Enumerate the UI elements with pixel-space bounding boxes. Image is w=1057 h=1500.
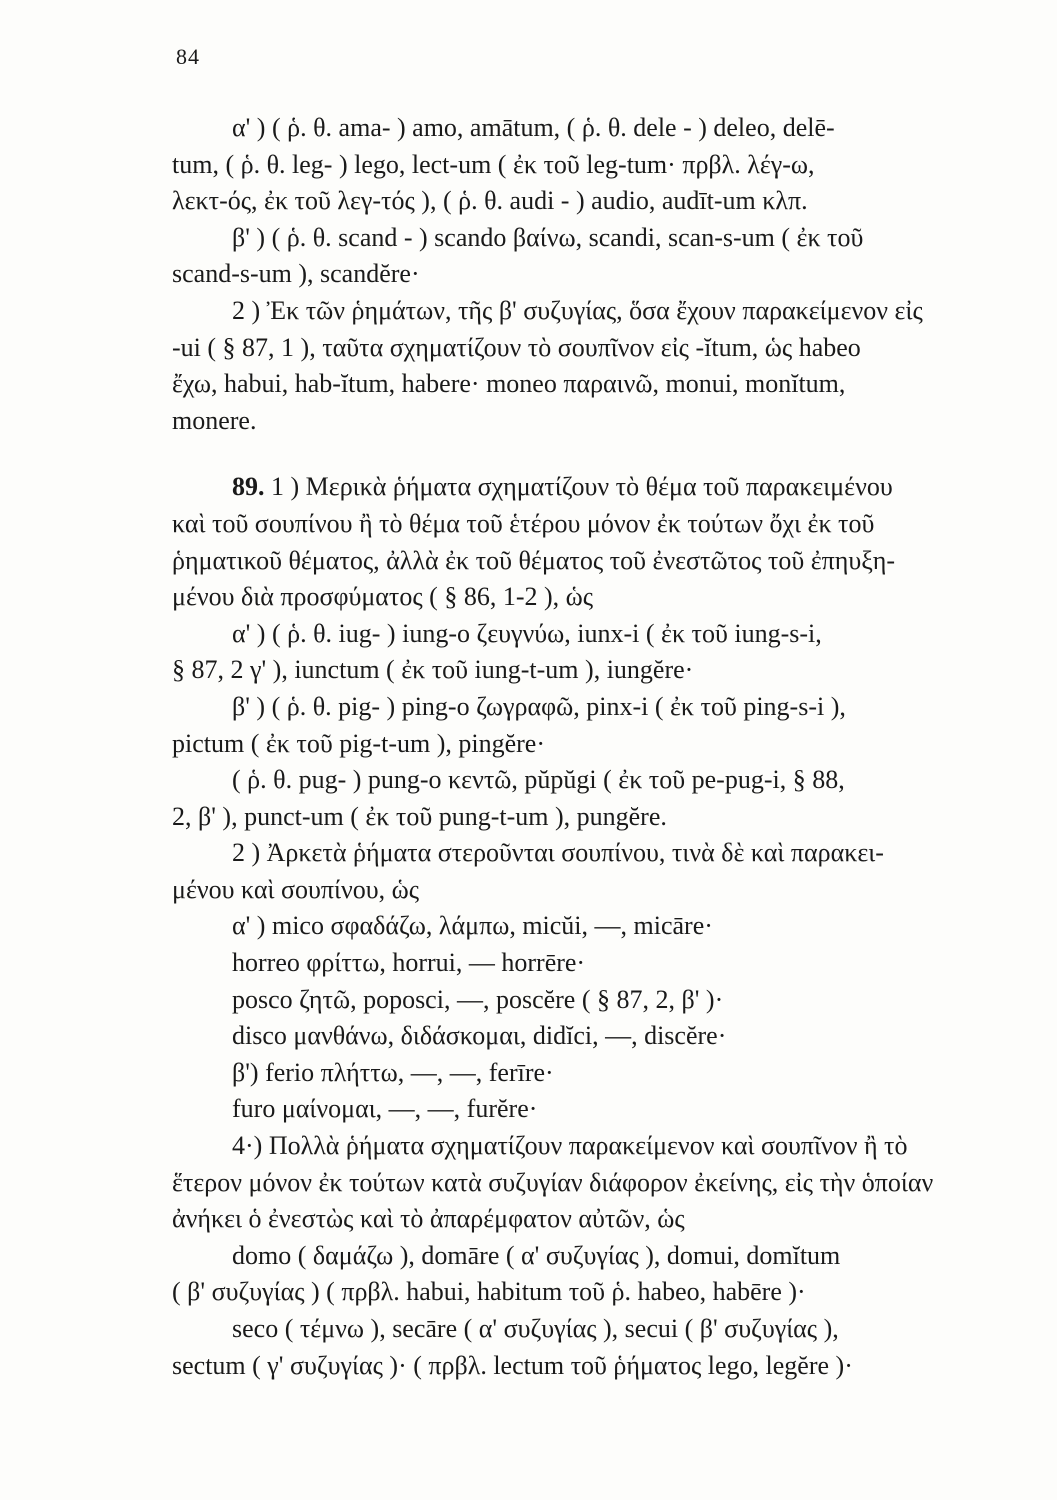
text-line: β' ) ( ῥ. θ. pig- ) ping-o ζωγραφῶ, pinx-i ( ἐκ τοῦ ping-s-i ),	[232, 691, 846, 721]
section-gap	[172, 439, 1024, 469]
line-text: 1 ) Μερικὰ ῥήματα σχηματίζουν τὸ θέμα τοῦ παρακειμένου	[271, 472, 893, 502]
text-line: horreo φρίττω, horrui, — horrēre·	[232, 948, 586, 978]
text-line: § 87, 2 γ' ), iunctum ( ἐκ τοῦ iung-t-um ), iungĕre·	[172, 655, 694, 685]
text-line: 2 ) Ἀρκετὰ ῥήματα στεροῦνται σουπίνου, τινὰ δὲ καὶ παρακει-	[232, 838, 884, 868]
text-line: posco ζητῶ, poposci, —, poscĕre ( § 87, 2, β' )·	[232, 984, 724, 1014]
text-line: μένου καὶ σουπίνου, ὡς	[172, 874, 420, 904]
text-line: -ui ( § 87, 1 ), ταῦτα σχηματίζουν τὸ σουπῖνον εἰς -ĭtum, ὡς habeo	[172, 332, 861, 362]
text-line: 2, β' ), punct-um ( ἐκ τοῦ pung-t-um ), pungĕre.	[172, 801, 667, 831]
page-number: 84	[176, 44, 200, 69]
text-line: α' ) ( ῥ. θ. iug- ) iung-o ζευγνύω, iunx-i ( ἐκ τοῦ iung-s-i,	[232, 618, 822, 648]
text-line: β' ) ( ῥ. θ. scand - ) scando βαίνω, scandi, scan-s-um ( ἐκ τοῦ	[232, 222, 864, 252]
text-line: ἀνήκει ὁ ἐνεστὼς καὶ τὸ ἀπαρέμφατον αὐτῶν, ὡς	[172, 1204, 685, 1234]
text-line: furo μαίνομαι, —, —, furĕre·	[232, 1094, 538, 1124]
text-line: domo ( δαμάζω ), domāre ( α' συζυγίας ), domui, domĭtum	[232, 1240, 841, 1270]
text-line: α' ) ( ῥ. θ. ama- ) amo, amātum, ( ῥ. θ. dele - ) deleo, delē-	[232, 113, 835, 142]
text-line: disco μανθάνω, διδάσκομαι, didĭci, —, discĕre·	[232, 1021, 727, 1051]
section-number: 89.	[232, 472, 265, 502]
text-body	[172, 110, 1024, 1384]
paragraph	[172, 110, 1024, 293]
section-89	[172, 469, 1024, 1384]
text-line: λεκτ-ός, ἐκ τοῦ λεγ-τός ), ( ῥ. θ. audi - ) audio, audīt-um κλπ.	[172, 186, 808, 216]
text-line: μένου διὰ προσφύματος ( § 86, 1-2 ), ὡς	[172, 582, 594, 612]
text-line: καὶ τοῦ σουπίνου ἢ τὸ θέμα τοῦ ἑτέρου μόνον ἐκ τούτων ὄχι ἐκ τοῦ	[172, 508, 875, 538]
text-line: 2 ) Ἐκ τῶν ῥημάτων, τῆς β' συζυγίας, ὅσα ἔχουν παρακείμενον εἰς	[232, 295, 923, 325]
text-line: 4·) Πολλὰ ῥήματα σχηματίζουν παρακείμενον καὶ σουπῖνον ἢ τὸ	[232, 1131, 908, 1161]
text-line: ἔχω, habui, hab-ĭtum, habere· moneo παραινῶ, monui, monĭtum,	[172, 369, 846, 399]
text-line: monere.	[172, 405, 257, 435]
paragraph	[172, 293, 1024, 439]
text-line: ἕτερον μόνον ἐκ τούτων κατὰ συζυγίαν διάφορον ἐκείνης, εἰς τὴν ὁποίαν	[172, 1167, 934, 1197]
text-line: ( β' συζυγίας ) ( πρβλ. habui, habitum τοῦ ῥ. habeo, habēre )·	[172, 1277, 806, 1307]
text-line: sectum ( γ' συζυγίας )· ( πρβλ. lectum τοῦ ῥήματος lego, legĕre )·	[172, 1350, 853, 1380]
text-line: seco ( τέμνω ), secāre ( α' συζυγίας ), secui ( β' συζυγίας ),	[232, 1314, 839, 1343]
text-line: tum, ( ῥ. θ. leg- ) lego, lect-um ( ἐκ τοῦ leg-tum· πρβλ. λέγ-ω,	[172, 149, 815, 179]
text-line: ( ῥ. θ. pug- ) pung-o κεντῶ, pŭpŭgi ( ἐκ τοῦ pe-pug-i, § 88,	[232, 765, 845, 795]
text-line: scand-s-um ), scandĕre·	[172, 259, 420, 289]
text-line: pictum ( ἐκ τοῦ pig-t-um ), pingĕre·	[172, 728, 545, 758]
text-line: α' ) mico σφαδάζω, λάμπω, micŭi, —, micāre·	[232, 911, 713, 941]
text-line	[172, 469, 1024, 506]
text-line: β') ferio πλήττω, —, —, ferīre·	[232, 1057, 554, 1087]
text-line: ῥηματικοῦ θέματος, ἀλλὰ ἐκ τοῦ θέματος τοῦ ἐνεστῶτος τοῦ ἐπηυξη-	[172, 545, 896, 575]
